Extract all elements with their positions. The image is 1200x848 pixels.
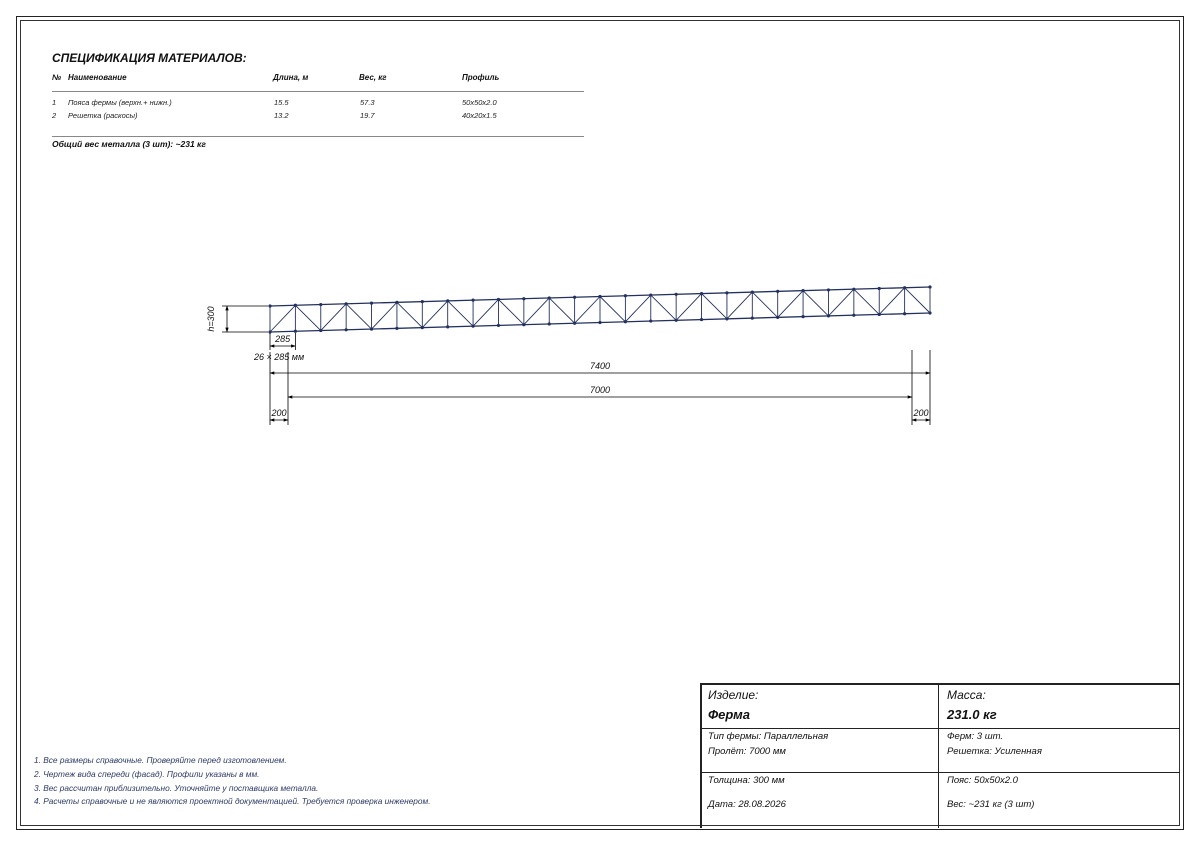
truss-node — [700, 318, 703, 321]
truss-count: Ферм: 3 шт. — [947, 731, 1004, 742]
truss-node — [446, 325, 449, 328]
title-block — [700, 683, 1180, 828]
truss-members — [268, 285, 931, 333]
truss-node — [497, 324, 500, 327]
truss-node — [751, 291, 754, 294]
title-block-top-border — [700, 683, 1180, 685]
truss-node — [421, 300, 424, 303]
spec-title: СПЕЦИФИКАЦИЯ МАТЕРИАЛОВ: — [52, 51, 247, 65]
truss-node — [573, 296, 576, 299]
spec-row-2-profile: 40x20x1.5 — [462, 111, 497, 120]
truss-node — [801, 315, 804, 318]
diagonal-member — [448, 301, 473, 326]
mass-label: Масса: — [947, 688, 986, 702]
diagonal-member — [651, 295, 676, 320]
support-right-label: 200 — [913, 408, 929, 418]
thickness-value: Толщина: 300 мм — [708, 775, 785, 786]
truss-node — [598, 321, 601, 324]
truss-node — [522, 297, 525, 300]
spec-row-2-length: 13.2 — [274, 111, 289, 120]
truss-node — [903, 312, 906, 315]
product-label: Изделие: — [708, 688, 759, 702]
span-value: Пролёт: 7000 мм — [708, 746, 786, 757]
diagonal-member — [346, 304, 371, 329]
note-4: 4. Расчеты справочные и не являются проектной документацией. Требуется проверка инженером. — [34, 796, 431, 806]
diagonal-member — [676, 294, 701, 321]
height-label: h=300 — [206, 306, 216, 332]
spec-row-2-weight: 19.7 — [360, 111, 375, 120]
truss-node — [649, 319, 652, 322]
product-value: Ферма — [708, 707, 750, 722]
diagonal-member — [422, 301, 447, 328]
truss-node — [878, 287, 881, 290]
spec-total-weight: Общий вес металла (3 шт): ~231 кг — [52, 139, 206, 149]
spec-row-2-number: 2 — [52, 111, 57, 120]
truss-node — [548, 322, 551, 325]
panel-label: 285 — [275, 334, 291, 344]
truss-node — [345, 328, 348, 331]
diagonal-member — [879, 288, 904, 315]
truss-node — [776, 290, 779, 293]
truss-node — [598, 295, 601, 298]
truss-node — [700, 292, 703, 295]
diagonal-member — [549, 298, 574, 323]
diagonal-member — [295, 305, 320, 330]
truss-node — [370, 327, 373, 330]
truss-node — [801, 289, 804, 292]
diagonal-member — [498, 299, 523, 324]
spec-row-2-name: Решетка (раскосы) — [68, 111, 138, 120]
diagonal-member — [625, 295, 650, 322]
diagonal-member — [372, 302, 397, 329]
title-block-divider — [938, 683, 939, 828]
diagonal-member — [828, 289, 853, 316]
spec-header-weight: Вес, кг — [359, 73, 387, 82]
truss-node — [319, 303, 322, 306]
diagonal-member — [854, 289, 879, 314]
truss-node — [725, 291, 728, 294]
truss-node — [548, 296, 551, 299]
spec-header-number: № — [52, 73, 62, 82]
truss-node — [268, 304, 271, 307]
chord-profile: Пояс: 50x50x2.0 — [947, 775, 1018, 786]
truss-node — [573, 322, 576, 325]
diagonal-member — [575, 297, 600, 324]
spec-row-1-number: 1 — [52, 98, 57, 107]
truss-node — [294, 330, 297, 333]
overall-label: 7400 — [589, 361, 611, 371]
truss-node — [878, 313, 881, 316]
truss-node — [471, 325, 474, 328]
diagonal-member — [524, 298, 549, 325]
truss-node — [471, 299, 474, 302]
diagonal-member — [752, 292, 777, 317]
truss-node — [827, 314, 830, 317]
truss-node — [675, 319, 678, 322]
diagonal-member — [702, 294, 727, 319]
truss-node — [776, 316, 779, 319]
note-2: 2. Чертеж вида спереди (фасад). Профили указаны в мм. — [34, 769, 260, 779]
truss-node — [928, 285, 931, 288]
truss-node — [852, 314, 855, 317]
lattice-type: Решетка: Усиленная — [947, 746, 1042, 757]
truss-node — [446, 299, 449, 302]
title-block-left-border — [700, 683, 702, 828]
support-left-label: 200 — [271, 408, 287, 418]
truss-node — [928, 311, 931, 314]
diagonal-member — [905, 288, 930, 313]
spec-row-1-weight: 57.3 — [360, 98, 375, 107]
note-3: 3. Вес рассчитан приблизительно. Уточняйте у поставщика металла. — [34, 783, 319, 793]
truss-node — [294, 304, 297, 307]
truss-node — [675, 293, 678, 296]
truss-node — [395, 327, 398, 330]
truss-node — [827, 288, 830, 291]
diagonal-member — [803, 291, 828, 316]
diagonal-member — [778, 291, 803, 318]
date-value: Дата: 28.08.2026 — [708, 799, 786, 810]
truss-node — [522, 323, 525, 326]
title-block-row-rule-2 — [700, 772, 1180, 773]
truss-node — [395, 301, 398, 304]
truss-node — [725, 317, 728, 320]
spec-row-1-profile: 50x50x2.0 — [462, 98, 497, 107]
mass-value: 231.0 кг — [947, 707, 997, 722]
total-weight: Вес: ~231 кг (3 шт) — [947, 799, 1035, 810]
truss-type: Тип фермы: Параллельная — [708, 731, 829, 742]
span-label: 7000 — [589, 385, 611, 395]
diagonal-member — [397, 302, 422, 327]
spec-header-name: Наименование — [68, 73, 127, 82]
diagonal-member — [473, 299, 498, 326]
title-block-row-rule-1 — [700, 728, 1180, 729]
diagonal-member — [600, 297, 625, 322]
diagonal-member — [727, 292, 752, 319]
truss-node — [319, 329, 322, 332]
spec-header-profile: Профиль — [462, 73, 500, 82]
truss-node — [624, 320, 627, 323]
truss-node — [345, 302, 348, 305]
panels-count-label: 26 × 285 мм — [254, 352, 305, 362]
spec-row-1-name: Пояса фермы (верхн.+ нижн.) — [68, 98, 172, 107]
truss-node — [370, 301, 373, 304]
diagonal-member — [270, 305, 295, 332]
truss-node — [903, 286, 906, 289]
truss-node — [852, 288, 855, 291]
spec-row-1-length: 15.5 — [274, 98, 289, 107]
truss-node — [751, 317, 754, 320]
truss-node — [421, 326, 424, 329]
truss-node — [649, 293, 652, 296]
truss-node — [624, 294, 627, 297]
diagonal-member — [321, 304, 346, 331]
spec-header-length: Длина, м — [273, 73, 309, 82]
note-1: 1. Все размеры справочные. Проверяйте перед изготовлением. — [34, 755, 287, 765]
truss-node — [497, 298, 500, 301]
